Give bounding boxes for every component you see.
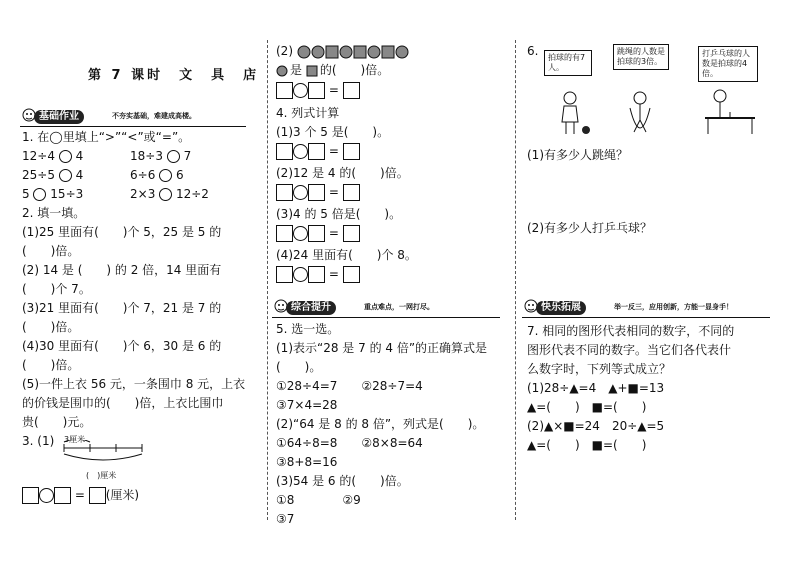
q2-line: ( )倍。 [22, 320, 80, 334]
q2-line: ( )个 7。 [22, 282, 91, 296]
q3-top-label: 3厘米 [64, 435, 86, 444]
q3-equation: = (厘米) [22, 487, 139, 504]
circle-shapes-icon [297, 45, 415, 59]
q7-ans2: ▲=( ) ■=( ) [527, 438, 647, 452]
operator-circle[interactable] [293, 267, 308, 282]
answer-box[interactable] [276, 143, 293, 160]
q2-cont-equation: = [276, 82, 360, 99]
answer-box[interactable] [308, 143, 325, 160]
compare-circle[interactable] [159, 169, 172, 182]
children-illustration [540, 88, 770, 138]
speech-bubble: 拍球的有7人。 [544, 50, 592, 76]
basic-banner-sub: 不夯实基础，难建成高楼。 [112, 112, 196, 120]
q1-row1b: 18÷3 7 [130, 149, 192, 163]
q4-equation: = [276, 143, 360, 160]
answer-box[interactable] [89, 487, 106, 504]
q5-line: ①8 ②9 [276, 493, 361, 507]
q5-line: ①64÷8=8 ②8×8=64 [276, 436, 423, 450]
operator-circle[interactable] [39, 488, 54, 503]
square-icon [306, 65, 318, 77]
speech-bubble: 打乒乓球的人数是拍球的4倍。 [698, 46, 758, 82]
compare-circle[interactable] [59, 150, 72, 163]
operator-circle[interactable] [293, 226, 308, 241]
q2-line: 贵( )元。 [22, 415, 92, 429]
answer-box[interactable] [54, 487, 71, 504]
q4-item: (1)3 个 5 是( )。 [276, 125, 390, 139]
q2-stem: 2. 填一填。 [22, 206, 86, 220]
answer-box[interactable] [276, 225, 293, 242]
q2-cont-row2: 是 的( )倍。 [276, 63, 389, 78]
speech-bubble: 跳绳的人数是拍球的3倍。 [613, 44, 669, 70]
q2-line: (1)25 里面有( )个 5，25 是 5 的 [22, 225, 222, 239]
q2-line: ( )倍。 [22, 244, 80, 258]
q6-sub2: (2)有多少人打乒乓球？ [527, 221, 652, 235]
answer-box[interactable] [22, 487, 39, 504]
answer-box[interactable] [308, 225, 325, 242]
q4-equation: = [276, 266, 360, 283]
q5-line: (3)54 是 6 的( )倍。 [276, 474, 409, 488]
q4-equation: = [276, 225, 360, 242]
q5-line: ①28÷4=7 ②28÷7=4 [276, 379, 423, 393]
q5-line: (1)表示“28 是 7 的 4 倍”的正确算式是 [276, 341, 488, 355]
q7-ans1: ▲=( ) ■=( ) [527, 400, 647, 414]
lesson-title: 第 7 课时 文 具 店 [88, 68, 260, 83]
improve-banner [272, 298, 500, 318]
q5-line: ③8+8=16 [276, 455, 338, 469]
q7-line: 图形代表不同的数字。当它们各代表什 [527, 343, 732, 357]
q2-line: (2) 14 是 ( ) 的 2 倍，14 里面有 [22, 263, 222, 277]
answer-box[interactable] [276, 184, 293, 201]
q5-line: (2)“64 是 8 的 8 倍”，列式是( )。 [276, 417, 485, 431]
q1-row2b: 6÷6 6 [130, 168, 184, 182]
q6-stem: 6. [527, 44, 539, 58]
q1-row1: 12÷4 4 [22, 149, 84, 163]
q2-cont-row1: (2) [276, 44, 415, 59]
improve-banner-label: 综合提升 [286, 301, 336, 315]
q7-line: 么数字时，下列等式成立？ [527, 362, 672, 376]
answer-box[interactable] [343, 143, 360, 160]
q5-stem: 5. 选一选。 [276, 322, 340, 336]
q7-eq1: (1)28÷▲=4 ▲+■=13 [527, 381, 665, 395]
q7-eq2: (2)▲×■=24 20÷▲=5 [527, 419, 665, 433]
circle-icon [276, 65, 288, 77]
answer-box[interactable] [308, 184, 325, 201]
q6-sub1: (1)有多少人跳绳？ [527, 148, 628, 162]
answer-box[interactable] [343, 266, 360, 283]
answer-box[interactable] [343, 184, 360, 201]
compare-circle[interactable] [167, 150, 180, 163]
basic-banner-label: 基础作业 [34, 110, 84, 124]
q4-stem: 4. 列式计算 [276, 106, 340, 120]
answer-box[interactable] [276, 266, 293, 283]
q4-item: (2)12 是 4 的( )倍。 [276, 166, 409, 180]
q3-stem: 3. (1) [22, 434, 55, 448]
fun-banner-sub: 举一反三，应用创新，方能一显身手！ [614, 303, 733, 311]
q2-line: (4)30 里面有( )个 6，30 是 6 的 [22, 339, 222, 353]
q1-stem: 1. 在◯里填上“>”“<”或“=”。 [22, 130, 191, 144]
answer-box[interactable] [276, 82, 293, 99]
answer-box[interactable] [308, 82, 325, 99]
column-divider [515, 40, 516, 520]
q4-item: (3)4 的 5 倍是( )。 [276, 207, 402, 221]
operator-circle[interactable] [293, 144, 308, 159]
answer-box[interactable] [308, 266, 325, 283]
fun-banner [522, 298, 770, 318]
operator-circle[interactable] [293, 83, 308, 98]
q5-line: ③7 [276, 512, 295, 526]
q2-line: ( )倍。 [22, 358, 80, 372]
q2-line: (5)一件上衣 56 元，一条围巾 8 元，上衣 [22, 377, 246, 391]
q5-line: ③7×4=28 [276, 398, 338, 412]
q1-row2: 25÷5 4 [22, 168, 84, 182]
q4-item: (4)24 里面有( )个 8。 [276, 248, 417, 262]
answer-box[interactable] [343, 82, 360, 99]
q3-bottom-label: ( )厘米 [86, 471, 117, 480]
q4-equation: = [276, 184, 360, 201]
compare-circle[interactable] [59, 169, 72, 182]
column-divider [267, 40, 268, 520]
answer-box[interactable] [343, 225, 360, 242]
compare-circle[interactable] [33, 188, 46, 201]
q2-line: (3)21 里面有( )个 7，21 是 7 的 [22, 301, 222, 315]
operator-circle[interactable] [293, 185, 308, 200]
improve-banner-sub: 重点难点，一网打尽。 [364, 303, 434, 311]
basic-banner [20, 107, 246, 127]
q1-row3b: 2×3 12÷2 [130, 187, 209, 201]
q7-line: 7. 相同的图形代表相同的数字，不同的 [527, 324, 735, 338]
q5-line: ( )。 [276, 360, 322, 374]
q2-line: 的价钱是围巾的( )倍，上衣比围巾 [22, 396, 224, 410]
compare-circle[interactable] [159, 188, 172, 201]
fun-banner-label: 快乐拓展 [536, 301, 586, 315]
q1-row3: 5 15÷3 [22, 187, 84, 201]
